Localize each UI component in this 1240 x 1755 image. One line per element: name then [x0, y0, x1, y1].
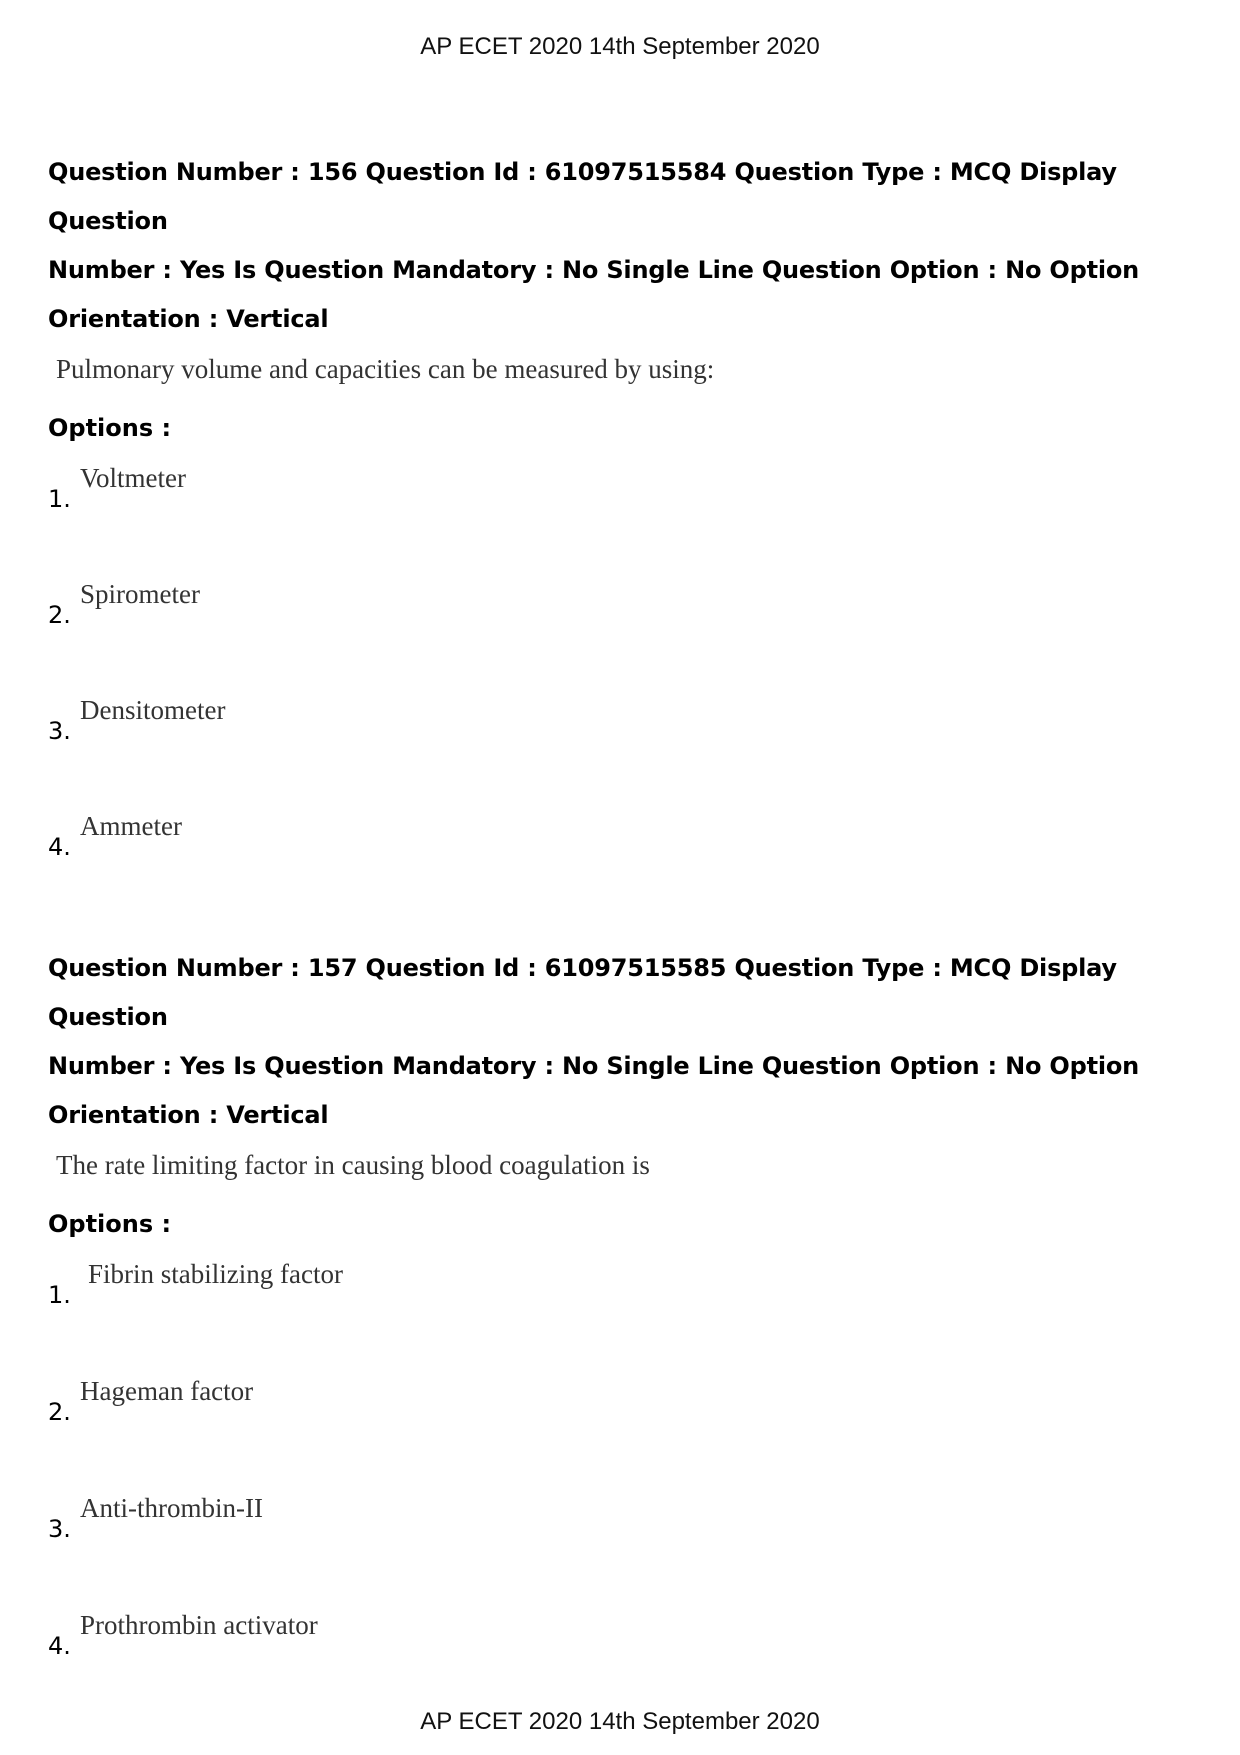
option-4[interactable] — [48, 1601, 1208, 1718]
page-footer: AP ECET 2020 14th September 2020 — [420, 1708, 820, 1735]
option-number: 2. — [48, 1398, 71, 1426]
option-3[interactable] — [48, 686, 1208, 802]
options-list — [48, 1250, 1208, 1718]
question-meta-line-1: Question Number : 157 Question Id : 61097515585 Question Type : MCQ Display Question — [48, 954, 1117, 1031]
option-text: Voltmeter — [80, 463, 186, 493]
question-text: The rate limiting factor in causing blood coagulation is — [56, 1150, 650, 1180]
page-header: AP ECET 2020 14th September 2020 — [420, 33, 820, 60]
option-text: Ammeter — [80, 811, 182, 841]
option-text: Anti-thrombin-II — [80, 1493, 263, 1523]
option-number: 1. — [48, 1281, 71, 1309]
options-label: Options : — [48, 414, 172, 442]
option-number: 2. — [48, 601, 71, 629]
option-text: Prothrombin activator — [80, 1610, 318, 1640]
question-156 — [48, 148, 1208, 918]
question-meta-line-1: Question Number : 156 Question Id : 61097515584 Question Type : MCQ Display Question — [48, 158, 1117, 235]
option-text: Fibrin stabilizing factor — [88, 1259, 343, 1289]
option-text: Hageman factor — [80, 1376, 254, 1406]
question-157 — [48, 944, 1208, 1718]
option-4[interactable] — [48, 802, 1208, 918]
option-2[interactable] — [48, 570, 1208, 686]
option-number: 3. — [48, 717, 71, 745]
option-number: 3. — [48, 1515, 71, 1543]
question-meta-line-3: Orientation : Vertical — [48, 1101, 329, 1129]
options-list — [48, 454, 1208, 918]
options-label: Options : — [48, 1210, 172, 1238]
option-number: 1. — [48, 485, 71, 513]
option-text: Densitometer — [80, 695, 226, 725]
option-1[interactable] — [48, 454, 1208, 570]
option-number: 4. — [48, 833, 71, 861]
question-meta-line-2: Number : Yes Is Question Mandatory : No Single Line Question Option : No Option — [48, 1052, 1140, 1080]
option-2[interactable] — [48, 1367, 1208, 1484]
option-text: Spirometer — [80, 579, 200, 609]
question-meta-line-2: Number : Yes Is Question Mandatory : No Single Line Question Option : No Option — [48, 256, 1140, 284]
question-meta-line-3: Orientation : Vertical — [48, 305, 329, 333]
option-number: 4. — [48, 1632, 71, 1660]
option-3[interactable] — [48, 1484, 1208, 1601]
question-text: Pulmonary volume and capacities can be measured by using: — [56, 354, 715, 384]
option-1[interactable] — [48, 1250, 1208, 1367]
